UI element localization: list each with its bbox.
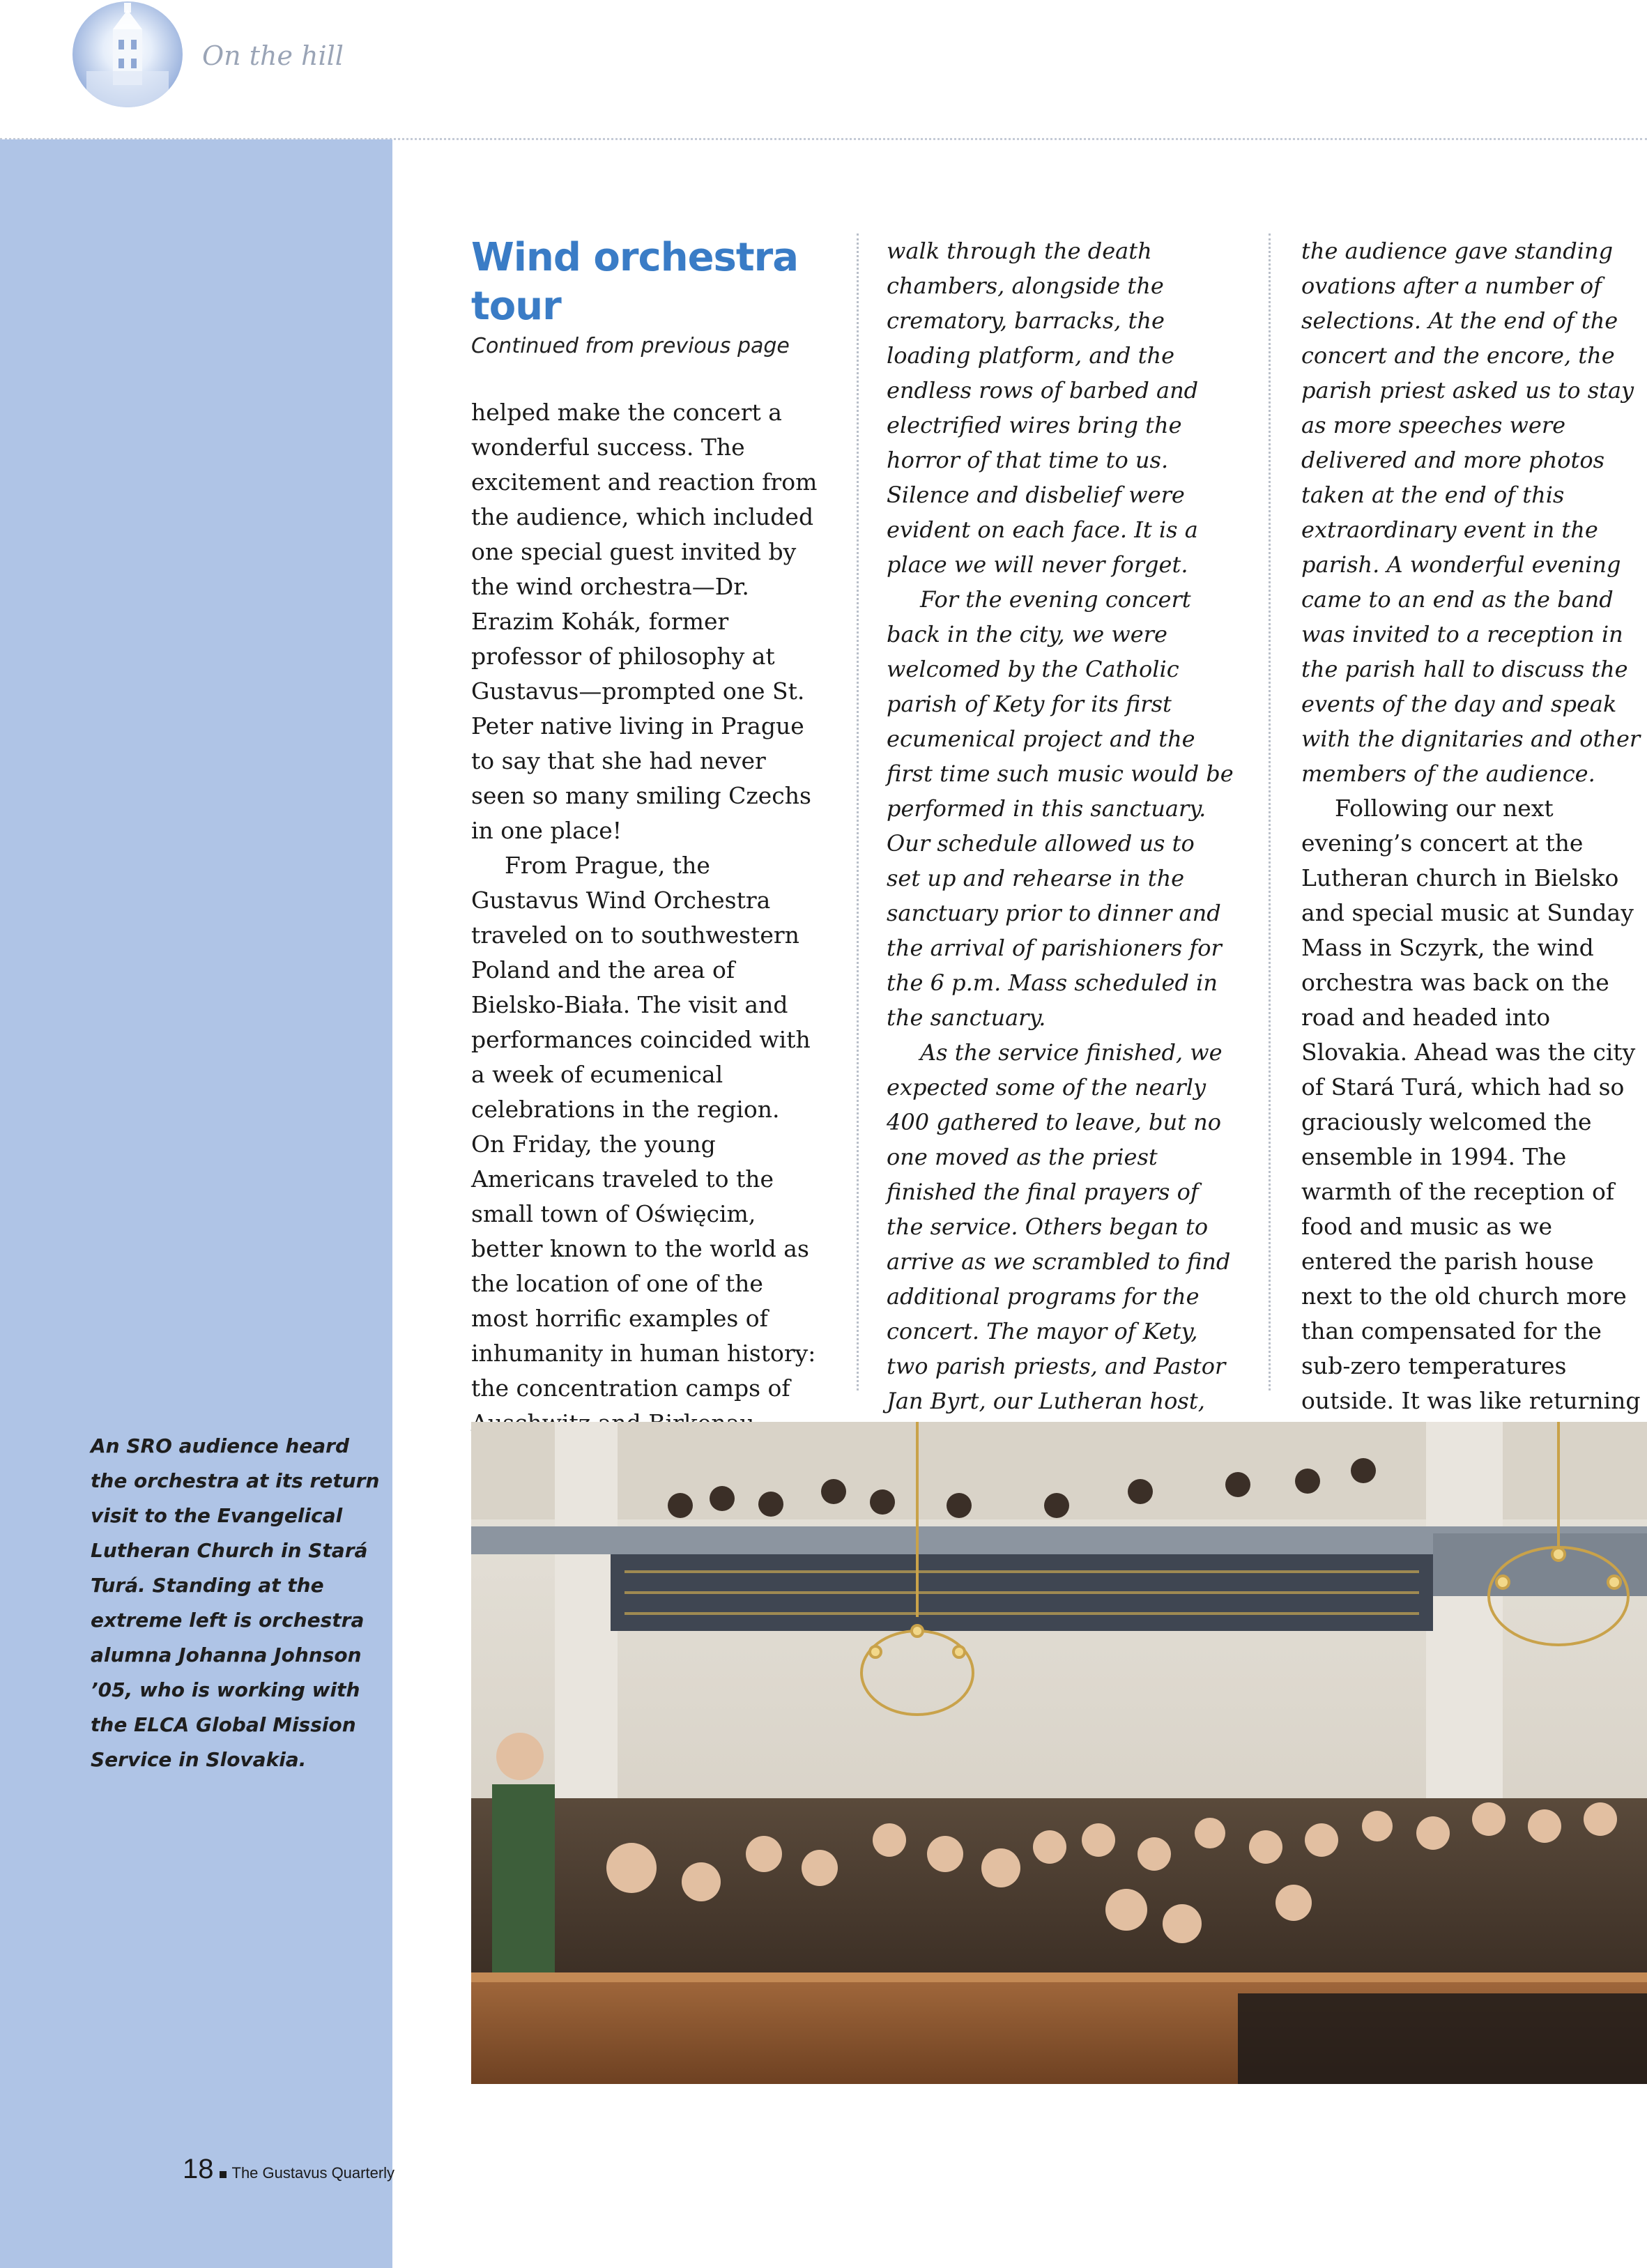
paragraph: helped make the concert a wonderful success. The excitement and reaction from the audience, which included one special guest invited by the wind orchestra—Dr. Erazim Kohák, former professor of philosophy at Gustavus—prompted one St. Peter native living in Prague to say that she had never seen so many smiling Czechs in one place! bbox=[471, 399, 818, 844]
paragraph: the audience gave standing ovations after a number of selections. At the end of the concert and the encore, the parish priest asked us to stay as more speeches were delivered and more photos taken at the end of this extraordinary event in the parish. A wonderful evening came to an end as the band was invited to a reception in the parish hall to discuss the events of the day and speak with the dignitaries and other members of the audience. bbox=[1301, 238, 1641, 787]
paragraph: walk through the death chambers, alongside the crematory, barracks, the loading platform, and the endless rows of barbed and electrified wires bring the horror of that time to us. Silence and disbelief were evident on each face. It is a place we will never forget. bbox=[887, 238, 1199, 578]
page-number: 18 bbox=[183, 2154, 214, 2184]
paragraph: From Prague, the Gustavus Wind Orchestra traveled on to southwestern Poland and the area of Bielsko-Biała. The visit and performances coincided with a week of ecumenical celebrations in the region. On Friday, the young Americans traveled to the small town of Oświęcim, better known to the world as the location of one of the most horrific examples of inhumanity in human history: the concentration camps of bbox=[471, 852, 816, 1402]
paragraph: As the service finished, we expected some of the nearly 400 gathered to leave, but no one moved as the priest finished the final prayers of the service. Others began to arrive as we scrambled to find additional programs for the concert. The mayor of Kety, two parish priests, and Pastor Jan Byrt, our Lutheran host, bbox=[887, 1039, 1231, 1414]
article-column-3 bbox=[1301, 233, 1647, 1593]
paragraph: For the evening concert back in the city, we were welcomed by the Catholic parish of Kety for its first ecumenical project and the first time such music would be performed in this sanctuary. Our schedule allowed us to set up and rehearse in the sanctuary prior to dinner and the arrival of parishioners for the 6 p.m. Mass scheduled in the sanctuary. bbox=[887, 586, 1234, 1031]
section-label: On the hill bbox=[202, 40, 344, 71]
article-column-2 bbox=[887, 233, 1235, 1627]
church-tower-icon bbox=[72, 1, 183, 107]
column-divider bbox=[1269, 233, 1271, 1390]
footer-bullet bbox=[220, 2171, 227, 2178]
article-subtitle: Continued from previous page bbox=[471, 334, 790, 358]
column-divider bbox=[857, 233, 859, 1390]
page-footer bbox=[183, 2154, 394, 2185]
article-title: Wind orchestra tour bbox=[471, 235, 799, 329]
paragraph: Following our next evening’s concert at the Lutheran church in Bielsko and special music at Sunday Mass in Sczyrk, the wind orchestra was back on the road and headed into Slovakia. Ahead was the city of Stará Turá, which had so graciously welcomed the ensemble in 1994. The warmth of the reception of food and music as we entered the parish house next to the old church more than compensated for the sub-zero temperatures outside. It was like returning bbox=[1301, 795, 1641, 1414]
publication-name: The Gustavus Quarterly bbox=[231, 2164, 395, 2182]
article-column-1 bbox=[471, 233, 820, 1580]
photo-caption: An SRO audience heard the orchestra at its return visit to the Evangelical Lutheran Church in Stará Turá. Standing at the extreme left is orchestra alumna Johanna Johnson ’05, who is working with the ELCA Global Mission Service in Slovakia. bbox=[91, 1434, 380, 1771]
sidebar-panel bbox=[0, 139, 392, 2268]
church-audience-photo bbox=[471, 1422, 1647, 2084]
